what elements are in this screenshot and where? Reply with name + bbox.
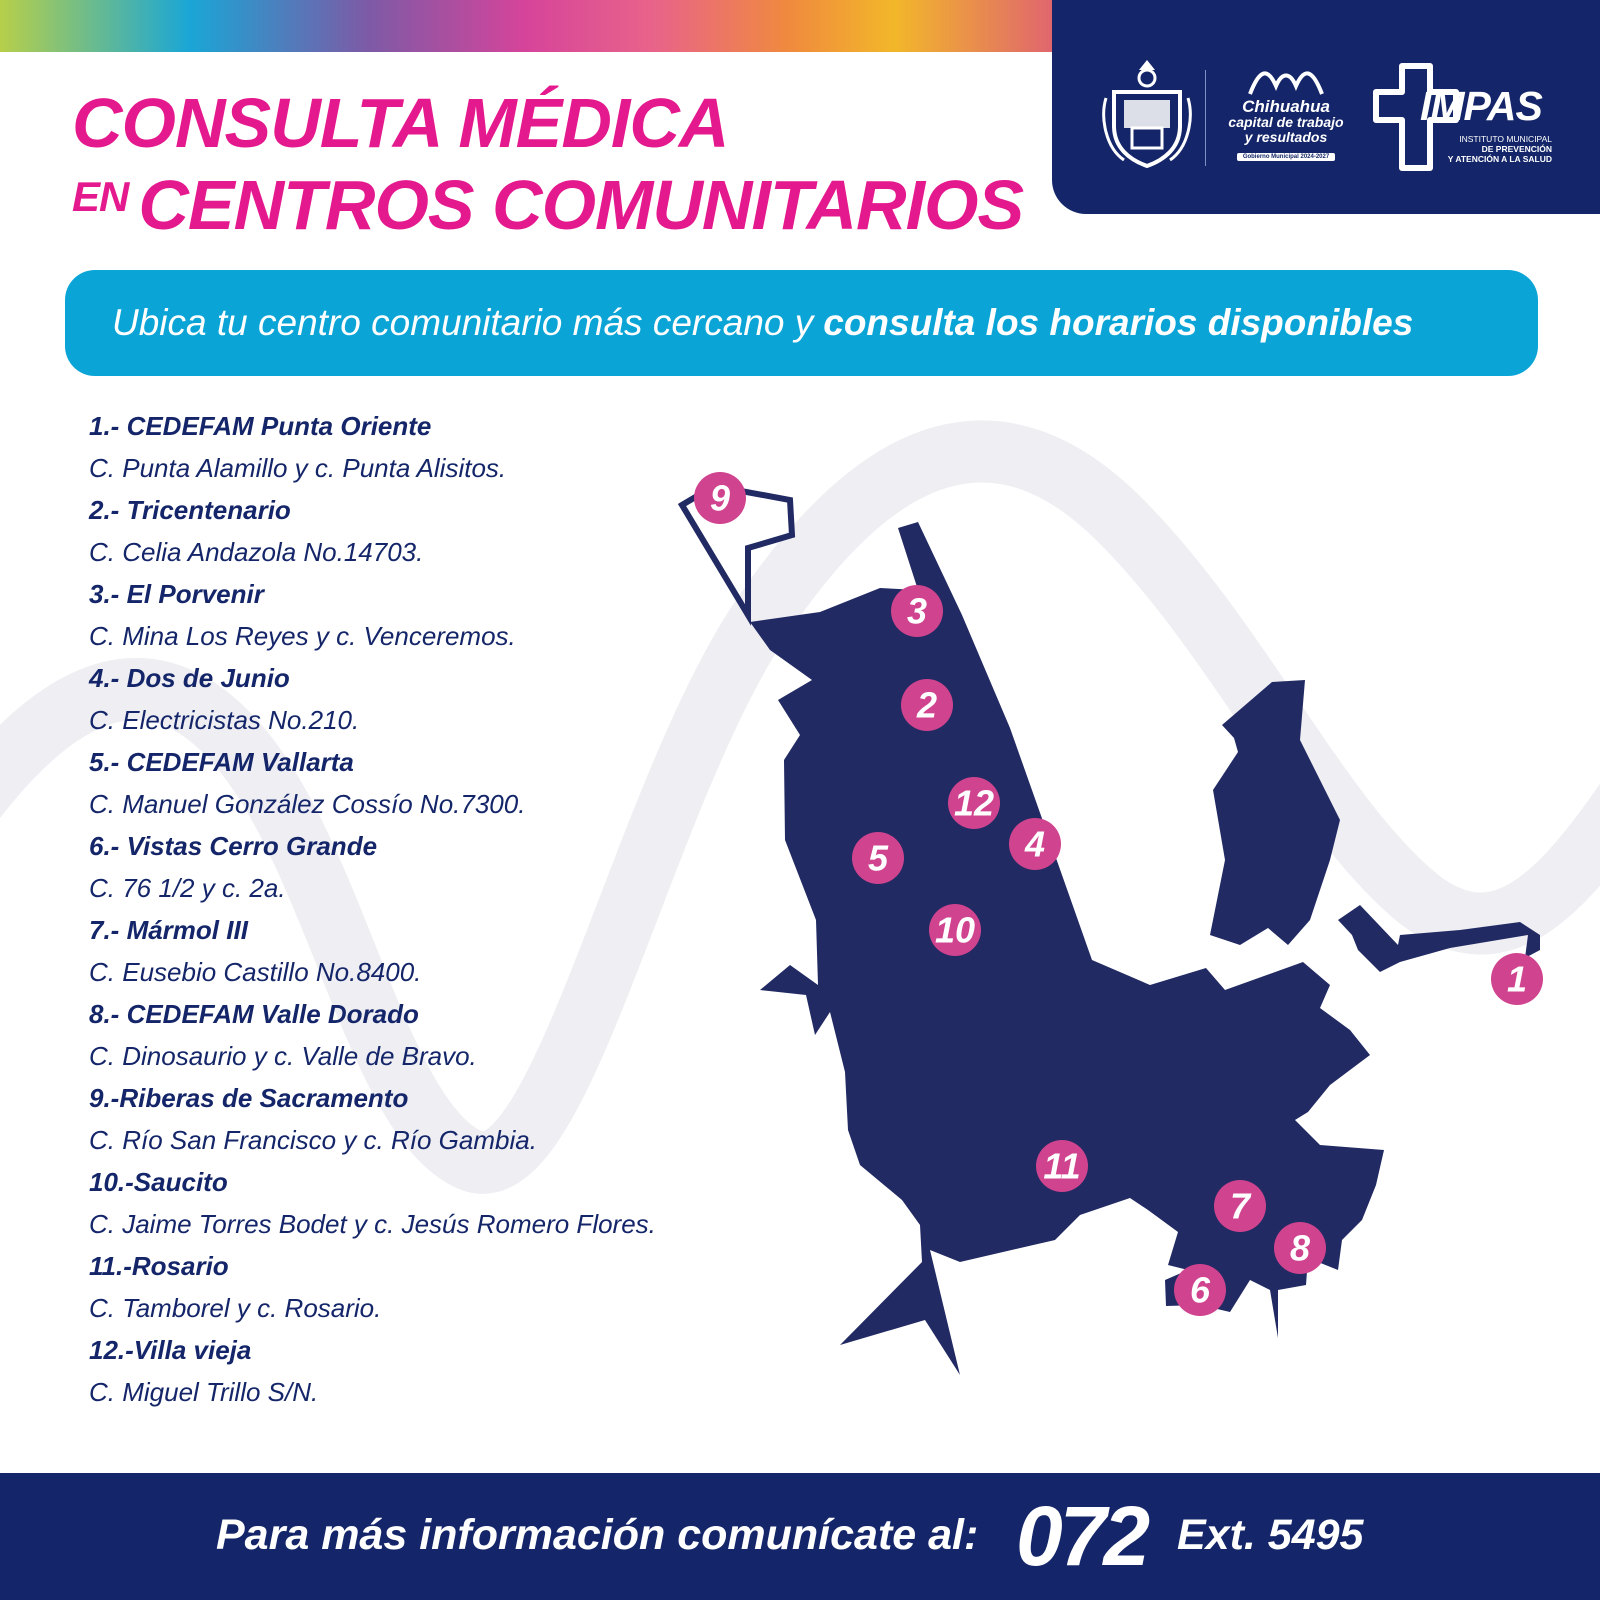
footer-text: Para más información comunícate al: [216,1511,979,1559]
map-marker-10 [929,904,981,956]
center-name: 9.-Riberas de Sacramento [89,1083,409,1113]
chihuahua-tagline-2: y resultados [1244,129,1328,145]
map-marker-9-label: 9 [709,477,731,519]
center-name: 2.- Tricentenario [89,495,291,525]
map-marker-3 [891,585,943,637]
center-name: 11.-Rosario [89,1251,229,1281]
center-address: C. Punta Alamillo y c. Punta Alisitos. [89,453,507,483]
map-marker-1 [1491,953,1543,1005]
center-name: 5.- CEDEFAM Vallarta [89,747,354,777]
map-marker-8 [1274,1222,1326,1274]
center-address: C. Río San Francisco y c. Río Gambia. [89,1125,537,1155]
center-address: C. Tamborel y c. Rosario. [89,1293,382,1323]
map-marker-6 [1174,1264,1226,1316]
banner-text-regular: Ubica tu centro comunitario más cercano y [112,302,814,343]
map-marker-12-label: 12 [953,782,995,824]
footer-phone-number: 072 [1016,1489,1148,1583]
center-name: 10.-Saucito [89,1167,228,1197]
center-address: C. 76 1/2 y c. 2a. [89,873,286,903]
impas-name: IMPAS [1420,83,1542,129]
map-marker-1-label: 1 [1506,958,1528,1000]
banner-text-bold: consulta los horarios disponibles [823,302,1414,343]
impas-sub-1: INSTITUTO MUNICIPAL [1459,134,1552,144]
title-en: EN [72,173,129,220]
map-marker-8-label: 8 [1289,1227,1311,1269]
footer-extension: Ext. 5495 [1177,1511,1364,1559]
title-centros: CENTROS COMUNITARIOS [138,166,1024,244]
map-marker-3-label: 3 [906,590,928,632]
chihuahua-name: Chihuahua [1242,97,1330,116]
map-marker-5-label: 5 [867,837,889,879]
map-marker-5 [852,832,904,884]
impas-sub-3: Y ATENCIÓN A LA SALUD [1447,154,1552,164]
map-marker-10-label: 10 [934,909,976,951]
chihuahua-tagline-1: capital de trabajo [1228,114,1344,130]
center-name: 7.- Mármol III [89,915,248,945]
center-address: C. Dinosaurio y c. Valle de Bravo. [89,1041,477,1071]
center-name: 8.- CEDEFAM Valle Dorado [89,999,419,1029]
map-marker-2-label: 2 [916,684,938,726]
impas-sub-2: DE PREVENCIÓN [1481,144,1552,154]
center-address: C. Jaime Torres Bodet y c. Jesús Romero Flores. [89,1209,656,1239]
center-name: 4.- Dos de Junio [89,663,290,693]
center-name: 3.- El Porvenir [89,579,264,609]
center-address: C. Eusebio Castillo No.8400. [89,957,422,987]
center-address: C. Celia Andazola No.14703. [89,537,424,567]
center-address: C. Electricistas No.210. [89,705,360,735]
center-name: 6.- Vistas Cerro Grande [89,831,378,861]
map-marker-12 [948,777,1000,829]
center-name: 12.-Villa vieja [89,1335,252,1365]
center-address: C. Miguel Trillo S/N. [89,1377,319,1407]
map-marker-6-label: 6 [1189,1269,1211,1311]
map-marker-2 [901,679,953,731]
center-address: C. Manuel González Cossío No.7300. [89,789,526,819]
center-address: C. Mina Los Reyes y c. Venceremos. [89,621,516,651]
map-marker-4-label: 4 [1024,823,1046,865]
city-map-east-lobe [1210,680,1340,945]
chihuahua-gov-label: Gobierno Municipal 2024-2027 [1237,153,1335,161]
center-name: 1.- CEDEFAM Punta Oriente [89,411,432,441]
map-marker-7-label: 7 [1229,1185,1251,1227]
map-marker-4 [1009,818,1061,870]
map-marker-11 [1036,1140,1088,1192]
footer-bar [0,1473,1600,1600]
map-marker-9 [694,472,746,524]
title-line-1: CONSULTA MÉDICA [72,84,729,162]
map-marker-7 [1214,1180,1266,1232]
map-marker-11-label: 11 [1043,1145,1081,1187]
